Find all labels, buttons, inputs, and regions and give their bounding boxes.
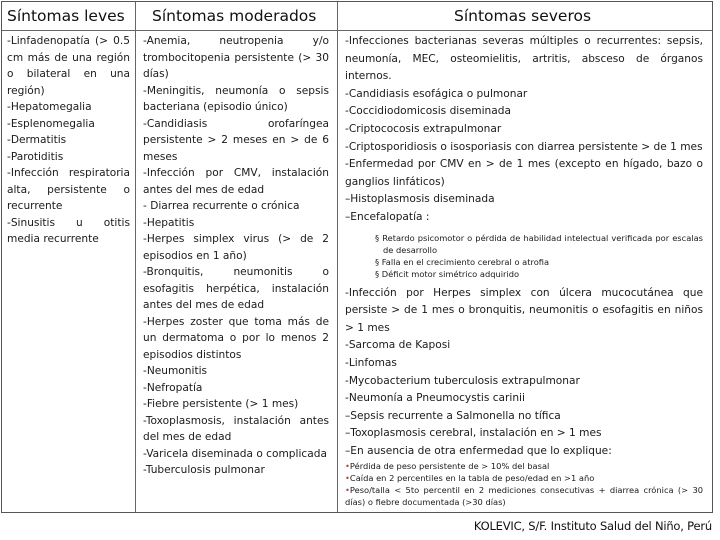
list-item: -Hepatomegalia (7, 101, 92, 113)
moderate-symptoms-list (143, 33, 329, 479)
list-item: -Criptococosis extrapulmonar (345, 122, 502, 135)
severe-symptoms-list (345, 33, 703, 508)
wasting-criterion: •Pérdida de peso persistente de > 10% del basal (345, 461, 550, 472)
list-item: -Infección por Herpes simplex con úlcera mucocutánea que persiste > de 1 mes o bronquitis, neumonitis o esofagitis en niños > 1 mes (345, 286, 703, 334)
list-item: -Criptosporidiosis o isosporiasis con diarrea persistente > de 1 mes (345, 140, 703, 153)
bullet-icon: • (345, 485, 350, 496)
mild-symptoms-list (7, 33, 130, 248)
list-item: -Dermatitis (7, 134, 67, 146)
wasting-criterion: •Caída en 2 percentiles en la tabla de peso/edad en >1 año (345, 473, 595, 484)
list-item: -Linfadenopatía (> 0.5 cm más de una región o bilateral en una región) (7, 35, 130, 97)
symptoms-table (1, 1, 713, 513)
list-item: -Neumonía a Pneumocystis carinii (345, 392, 525, 405)
list-item: –Encefalopatía : (345, 210, 430, 223)
list-item: -Fiebre persistente (> 1 mes) (143, 398, 299, 410)
list-item: -Varicela diseminada o complicada (143, 447, 327, 460)
column-divider (337, 2, 338, 512)
list-item: –Sepsis recurrente a Salmonella no tífica (345, 409, 561, 422)
column-divider (135, 2, 136, 512)
header-mild: Síntomas leves (7, 7, 125, 25)
encephalopathy-criterion: § Déficit motor simétrico adquirido (375, 268, 520, 279)
list-item: -Nefropatía (143, 381, 203, 394)
list-item: -Neumonitis (143, 365, 208, 377)
list-item: -Tuberculosis pulmonar (143, 464, 265, 476)
source-citation: KOLEVIC, S/F. Instituto Salud del Niño, Perú (473, 519, 712, 533)
list-item: -Meningitis, neumonía o sepsis bacteriana (episodio único) (143, 84, 329, 113)
list-item: -Hepatitis (143, 216, 195, 229)
list-item: -Enfermedad por CMV en > de 1 mes (excepto en hígado, bazo o ganglios linfáticos) (345, 158, 703, 188)
list-item: –En ausencia de otra enfermedad que lo explique: (345, 444, 612, 457)
list-item: -Esplenomegalia (7, 117, 95, 130)
list-item: -Sarcoma de Kaposi (345, 339, 451, 352)
list-item: -Linfomas (345, 356, 397, 369)
list-item: -Coccidiodomicosis diseminada (345, 105, 511, 118)
list-item: -Mycobacterium tuberculosis extrapulmonar (345, 374, 580, 387)
wasting-criterion: •Peso/talla < 5to percentil en 2 mediciones consecutivas + diarrea crónica (> 30 días) o fiebre documentada (>30 días) (345, 485, 703, 508)
list-item: –Histoplasmosis diseminada (345, 193, 495, 206)
list-item: -Herpes simplex virus (> de 2 episodios en 1 año) (143, 233, 329, 262)
list-item: -Parotiditis (7, 150, 64, 163)
list-item: –Toxoplasmosis cerebral, instalación en > 1 mes (345, 427, 602, 440)
list-item: -Bronquitis, neumonitis o esofagitis herpética, instalación antes del mes de edad (143, 266, 329, 311)
header-moderate: Síntomas moderados (152, 7, 317, 25)
header-severe: Síntomas severos (454, 7, 592, 25)
list-item: -Toxoplasmosis, instalación antes del mes de edad (143, 414, 329, 443)
encephalopathy-criterion: § Retardo psicomotor o pérdida de habilidad intelectual verificada por escalas de desarrollo (375, 232, 703, 255)
list-item: -Herpes zoster que toma más de un dermatoma o por lo menos 2 episodios distintos (143, 315, 329, 361)
list-item: -Infecciones bacterianas severas múltiples o recurrentes: sepsis, neumonía, MEC, osteomielitis, artritis, absceso de órganos internos. (345, 35, 703, 83)
list-item: -Infección por CMV, instalación antes del mes de edad (143, 167, 329, 196)
encephalopathy-criterion: § Falla en el crecimiento cerebral o atrofia (375, 256, 550, 267)
bullet-icon: • (345, 461, 350, 472)
header-divider (2, 30, 712, 31)
list-item: - Diarrea recurrente o crónica (143, 200, 300, 212)
list-item: -Candidiasis esofágica o pulmonar (345, 87, 528, 100)
list-item: -Anemia, neutropenia y/o trombocitopenia persistente (> 30 días) (143, 35, 329, 80)
bullet-icon: • (345, 473, 350, 484)
list-item: -Sinusitis u otitis media recurrente (7, 216, 130, 245)
list-item: -Candidiasis orofaríngea persistente > 2 meses en > de 6 meses (143, 117, 329, 163)
list-item: -Infección respiratoria alta, persistente o recurrente (7, 167, 130, 212)
